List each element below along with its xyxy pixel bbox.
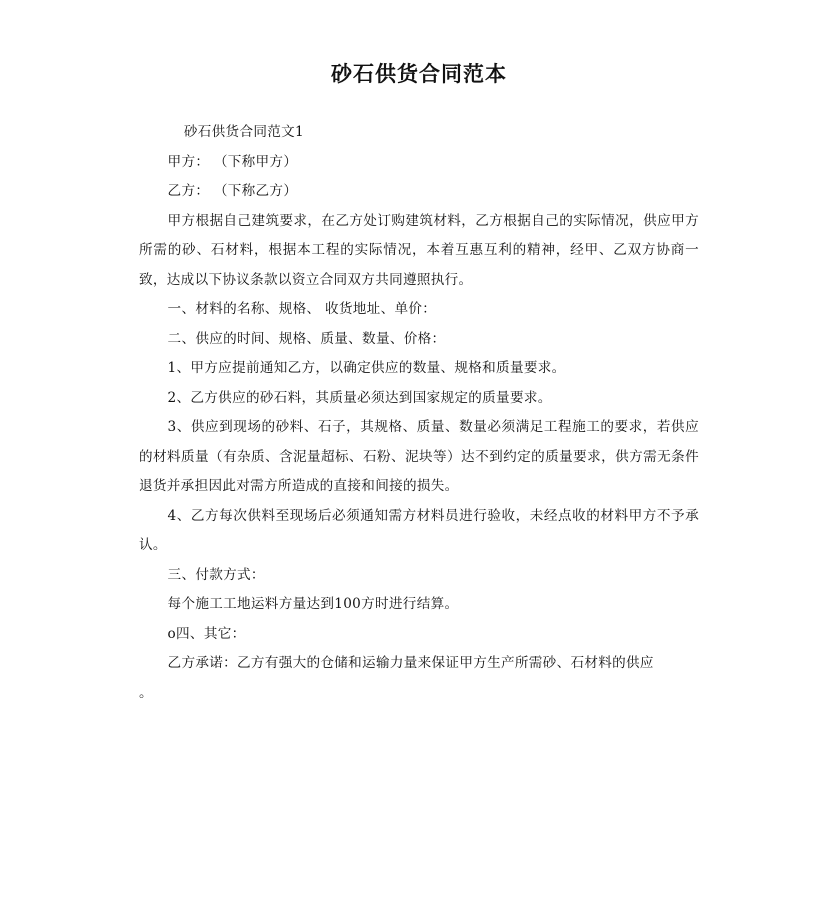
paragraph-item-2: 2、乙方供应的砂石料，其质量必须达到国家规定的质量要求。 (167, 389, 552, 406)
paragraph-section-4: o四、其它： (167, 625, 246, 642)
paragraph-tail: 。 (139, 684, 153, 701)
paragraph-party-a: 甲方： （下称甲方） (167, 153, 298, 170)
paragraph-item-3: 3、供应到现场的砂料、石子，其规格、质量、数量必须满足工程施工的要求，若供应的材料质量（有杂质、含泥量超标、石粉、泥块等）达不到约定的质量要求，供方需无条件退货并承担因此对需方所造成的直接和间接的损失。 (139, 419, 699, 494)
document-title: 砂石供货合同范本 (331, 62, 507, 86)
paragraph-section-2: 二、供应的时间、规格、质量、数量、价格： (167, 330, 446, 347)
document-body (139, 118, 699, 708)
paragraph-settlement: 每个施工工地运料方量达到100方时进行结算。 (167, 596, 459, 612)
paragraph-subtitle: 砂石供货合同范文1 (183, 124, 304, 140)
paragraph-commitment: 乙方承诺：乙方有强大的仓储和运输力量来保证甲方生产所需砂、石材料的供应 (167, 655, 654, 671)
paragraph-section-1: 一、材料的名称、规格、 收货地址、单价： (167, 301, 437, 317)
paragraph-intro: 甲方根据自己建筑要求，在乙方处订购建筑材料，乙方根据自己的实际情况，供应甲方所需的砂、石材料，根据本工程的实际情况，本着互惠互利的精神，经甲、乙双方协商一致，达成以下协议条款以资立合同双方共同遵照执行。 (139, 212, 699, 288)
paragraph-party-b: 乙方： （下称乙方） (167, 183, 298, 199)
paragraph-item-1: 1、甲方应提前通知乙方，以确定供应的数量、规格和质量要求。 (167, 360, 566, 376)
paragraph-item-4: 4、乙方每次供料至现场后必须通知需方材料员进行验收，未经点收的材料甲方不予承认。 (139, 507, 699, 553)
paragraph-section-3: 三、付款方式： (167, 566, 265, 583)
